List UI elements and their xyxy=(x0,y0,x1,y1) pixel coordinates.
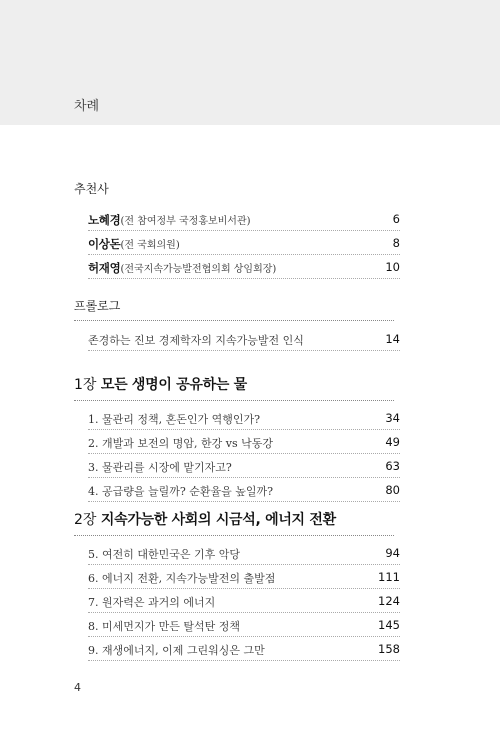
entry-title: 6. 에너지 전환, 지속가능발전의 출발점 xyxy=(88,572,276,585)
chapter-title xyxy=(74,509,394,529)
entry-title: 7. 원자력은 과거의 에너지 xyxy=(88,596,216,609)
author-desc: (전 국회의원) xyxy=(120,240,180,251)
toc-entry[interactable] xyxy=(88,589,400,613)
author-name: 허재영 xyxy=(88,261,121,275)
toc-entry[interactable] xyxy=(88,637,400,661)
entry-title: 3. 물관리를 시장에 맡기자고? xyxy=(88,461,232,474)
toc-entry[interactable] xyxy=(88,231,400,255)
toc-entry[interactable] xyxy=(88,478,400,502)
chapter-number: 2장 xyxy=(74,512,97,528)
page-ref: 145 xyxy=(378,618,400,632)
chapter1-section xyxy=(74,374,400,502)
toc-entry[interactable] xyxy=(88,430,400,454)
author-name: 이상돈 xyxy=(88,237,121,251)
entry-title: 1. 물관리 정책, 혼돈인가 역행인가? xyxy=(88,413,261,426)
page-ref: 124 xyxy=(378,594,400,608)
toc-entry[interactable] xyxy=(88,207,400,231)
toc-entry[interactable] xyxy=(88,613,400,637)
chapter-name: 모든 생명이 공유하는 물 xyxy=(100,377,247,393)
page-ref: 8 xyxy=(392,236,400,250)
chapter-number: 1장 xyxy=(74,377,97,393)
entry-title: 5. 여전히 대한민국은 기후 악당 xyxy=(88,548,240,561)
page-number: 4 xyxy=(74,681,81,694)
toc-entry[interactable] xyxy=(88,565,400,589)
section-title: 추천사 xyxy=(74,182,109,196)
entry-title: 4. 공급량을 늘릴까? 순환율을 높일까? xyxy=(88,485,274,498)
page-ref: 10 xyxy=(385,260,400,274)
toc-entry[interactable] xyxy=(88,327,400,351)
toc-entry[interactable] xyxy=(88,454,400,478)
entry-title: 2. 개발과 보전의 명암, 한강 vs 낙동강 xyxy=(88,437,273,450)
page-header xyxy=(0,0,500,125)
page-ref: 6 xyxy=(392,212,400,226)
page-ref: 158 xyxy=(378,642,400,656)
entry-title: 존경하는 진보 경제학자의 지속가능발전 인식 xyxy=(88,334,304,347)
page-ref: 49 xyxy=(385,435,400,449)
entry-title: 9. 재생에너지, 이제 그린워싱은 그만 xyxy=(88,644,265,657)
toc-entry[interactable] xyxy=(88,255,400,279)
chapter2-section xyxy=(74,509,400,661)
chapter-name: 지속가능한 사회의 시금석, 에너지 전환 xyxy=(100,512,336,528)
author-name: 노혜경 xyxy=(88,213,121,227)
page-ref: 111 xyxy=(378,570,400,584)
section-title: 프롤로그 xyxy=(74,299,121,313)
page-ref: 34 xyxy=(385,411,400,425)
page-ref: 94 xyxy=(385,546,400,560)
author-desc: (전 참여정부 국정홍보비서관) xyxy=(120,216,251,227)
toc-entry[interactable] xyxy=(88,541,400,565)
entry-title: 8. 미세먼지가 만든 탈석탄 정책 xyxy=(88,620,240,633)
chapter-title xyxy=(74,374,394,394)
page-ref: 63 xyxy=(385,459,400,473)
recommendations-section xyxy=(74,180,400,279)
page-ref: 80 xyxy=(385,483,400,497)
author-desc: (전국지속가능발전협의회 상임회장) xyxy=(120,264,277,275)
page-ref: 14 xyxy=(385,332,400,346)
prologue-section xyxy=(74,297,400,351)
toc-title: 차례 xyxy=(74,99,100,114)
toc-entry[interactable] xyxy=(88,406,400,430)
